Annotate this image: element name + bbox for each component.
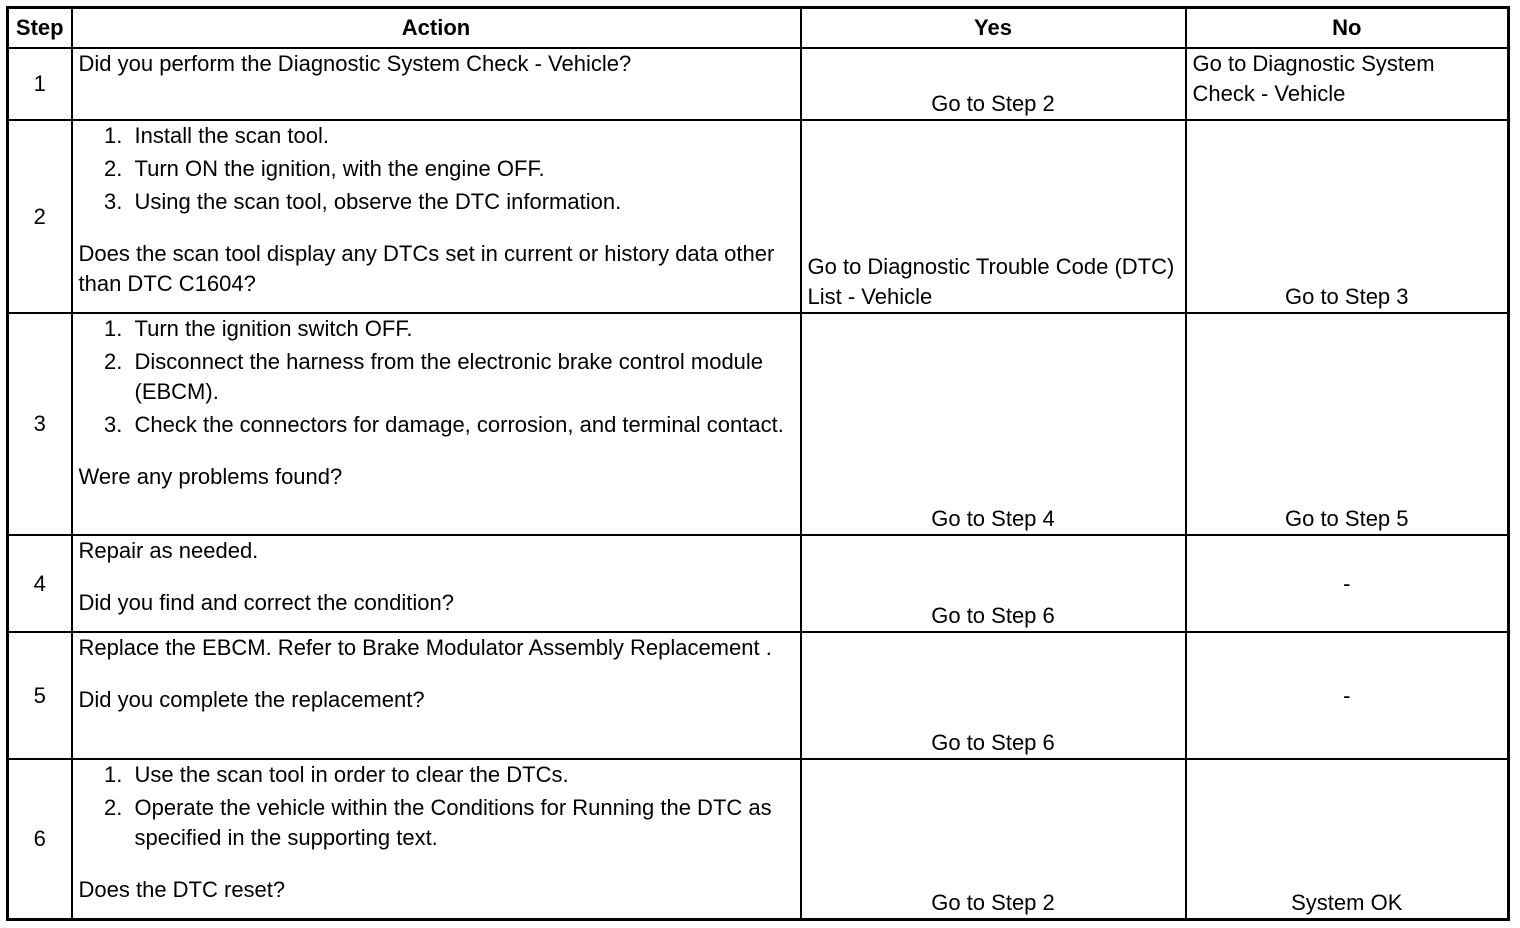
diagnostic-table: [6, 6, 1510, 921]
action-item: 3. Check the connectors for damage, corrosion, and terminal contact.: [129, 410, 794, 440]
table-row: [8, 48, 1509, 120]
action-list: [79, 121, 794, 217]
yes-cell: Go to Step 6: [801, 535, 1186, 632]
action-question: Did you find and correct the condition?: [78, 590, 454, 615]
no-cell: -: [1186, 632, 1509, 759]
table-row: [8, 632, 1509, 759]
no-cell: Go to Diagnostic System Check - Vehicle: [1186, 48, 1509, 120]
yes-cell: Go to Step 6: [801, 632, 1186, 759]
header-no: No: [1186, 8, 1509, 49]
step-number: 5: [8, 632, 72, 759]
step-number: 2: [8, 120, 72, 313]
yes-cell: Go to Diagnostic Trouble Code (DTC) List - Vehicle: [801, 120, 1186, 313]
action-question: Did you perform the Diagnostic System Check - Vehicle?: [78, 51, 632, 76]
table-row: [8, 759, 1509, 919]
action-item: 1. Turn the ignition switch OFF.: [129, 314, 794, 344]
no-cell: -: [1186, 535, 1509, 632]
action-question: Did you complete the replacement?: [78, 687, 425, 712]
step-number: 1: [8, 48, 72, 120]
header-yes: Yes: [801, 8, 1186, 49]
header-row: [8, 8, 1509, 49]
step-number: 4: [8, 535, 72, 632]
action-list: [79, 760, 794, 853]
action-cell: [72, 120, 801, 313]
action-text: Repair as needed.: [78, 538, 259, 563]
no-cell: Go to Step 3: [1186, 120, 1509, 313]
step-number: 6: [8, 759, 72, 919]
header-step: Step: [8, 8, 72, 49]
action-list: [79, 314, 794, 440]
header-action: Action: [72, 8, 801, 49]
no-cell: Go to Step 5: [1186, 313, 1509, 535]
yes-cell: Go to Step 2: [801, 759, 1186, 919]
table-row: [8, 535, 1509, 632]
action-item: 1. Install the scan tool.: [129, 121, 794, 151]
action-item: 2. Disconnect the harness from the electronic brake control module (EBCM).: [129, 347, 794, 407]
table-row: [8, 120, 1509, 313]
action-cell: [72, 759, 801, 919]
action-question: Does the scan tool display any DTCs set in current or history data other than DTC C1604?: [78, 241, 775, 296]
action-text: Replace the EBCM. Refer to Brake Modulator Assembly Replacement .: [78, 635, 772, 660]
action-item: 1. Use the scan tool in order to clear the DTCs.: [129, 760, 794, 790]
action-question: Does the DTC reset?: [78, 877, 286, 902]
no-cell: System OK: [1186, 759, 1509, 919]
action-cell: [72, 313, 801, 535]
action-item: 2. Operate the vehicle within the Conditions for Running the DTC as specified in the supporting text.: [129, 793, 794, 853]
yes-cell: Go to Step 2: [801, 48, 1186, 120]
action-cell: [72, 632, 801, 759]
action-item: 3. Using the scan tool, observe the DTC information.: [129, 187, 794, 217]
yes-cell: Go to Step 4: [801, 313, 1186, 535]
action-cell: [72, 535, 801, 632]
action-item: 2. Turn ON the ignition, with the engine OFF.: [129, 154, 794, 184]
action-cell: [72, 48, 801, 120]
action-question: Were any problems found?: [78, 464, 343, 489]
step-number: 3: [8, 313, 72, 535]
table-row: [8, 313, 1509, 535]
